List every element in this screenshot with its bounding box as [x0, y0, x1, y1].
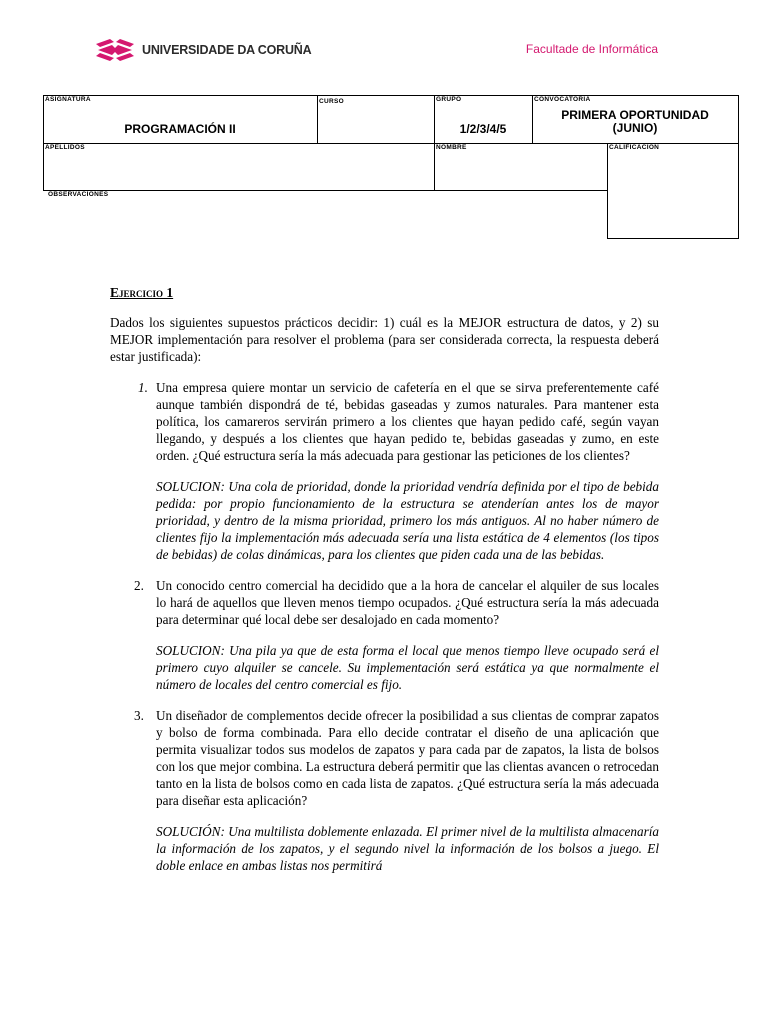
apellidos-label: APELLIDOS	[45, 144, 85, 151]
calificacion-label: CALIFICACIÓN	[609, 144, 660, 151]
observaciones-field[interactable]	[43, 190, 607, 238]
university-name: UNIVERSIDADE DA CORUÑA	[142, 43, 312, 57]
item-number: 1.	[138, 380, 148, 395]
calificacion-field[interactable]	[607, 143, 738, 238]
nombre-label: NOMBRE	[436, 144, 467, 151]
observaciones-label: OBSERVACIONES	[48, 191, 109, 198]
grupo-label: GRUPO	[436, 96, 462, 103]
nombre-field[interactable]	[434, 143, 607, 190]
exercise-content	[110, 284, 659, 888]
convocatoria-line-1: PRIMERA OPORTUNIDAD	[561, 108, 709, 122]
page-header	[94, 38, 658, 64]
exam-header-form	[43, 95, 739, 239]
asignatura-label: ASIGNATURA	[45, 96, 91, 103]
item-solution: SOLUCION: Una cola de prioridad, donde la prioridad vendría definida por el tipo de bebida pedida: por propio funcionamiento de la estructura se atenderían antes los de mayor prioridad, y dentro de la misma prioridad, primero los más antiguos. Al no haber número de clientes fijo la implementación más adecuada sería una lista estática de 4 elementos (los tipos de bebidas) de colas dinámicas, para los clientes que piden cada una de las bebidas.	[156, 479, 659, 562]
curso-label: CURSO	[319, 98, 344, 105]
item-number: 3.	[134, 708, 144, 723]
exercise-item-1	[110, 379, 659, 563]
exercise-intro: Dados los siguientes supuestos prácticos decidir: 1) cuál es la MEJOR estructura de datos, y 2) su MEJOR implementación para resolver el problema (para ser considerada correcta, la respuesta deberá estar justificada):	[110, 315, 659, 364]
convocatoria-cell	[532, 95, 738, 143]
apellidos-field[interactable]	[43, 143, 434, 190]
exercise-title: Ejercicio 1	[110, 285, 174, 300]
convocatoria-line-2: (JUNIO)	[612, 121, 658, 135]
faculty-name: Facultade de Informática	[525, 42, 658, 56]
university-logo	[94, 38, 311, 62]
item-question: Una empresa quiere montar un servicio de cafetería en el que se sirva preferentemente café aunque también dispondrá de té, bebidas gaseadas y zumos naturales. Para mantener esta política, los camareros servirán primero a los clientes que hayan pedido café, según vayan llegando, y después a los clientes que hayan pedido te, bebidas gaseadas y zumo, en este orden. ¿Qué estructura sería la más adecuada para gestionar las peticiones de los clientes?	[156, 380, 659, 463]
item-number: 2.	[134, 578, 144, 593]
convocatoria-value	[532, 109, 738, 135]
item-solution: SOLUCION: Una pila ya que de esta forma el local que menos tiempo lleve ocupado será el primero cuyo alquiler se cancele. Su implementación será estática ya que normalmente el número de locales del centro comercial es fijo.	[156, 643, 659, 692]
grupo-value: 1/2/3/4/5	[459, 122, 507, 136]
grupo-cell	[434, 95, 532, 143]
item-question: Un conocido centro comercial ha decidido que a la hora de cancelar el alquiler de sus locales lo hará de aquellos que lleven menos tiempo ocupados. ¿Qué estructura sería la más adecuada para determinar qué local debe ser desalojado en cada momento?	[156, 578, 659, 627]
asignatura-cell	[43, 95, 317, 143]
curso-field[interactable]	[317, 95, 434, 143]
university-emblem-icon	[94, 38, 136, 62]
asignatura-value: PROGRAMACIÓN II	[124, 122, 236, 136]
exercise-item-3	[110, 707, 659, 874]
item-solution: SOLUCIÓN: Una multilista doblemente enlazada. El primer nivel de la multilista almacenaría la información de los zapatos, y el segundo nivel la información de los bolsos a juego. El doble enlace en ambas listas nos permitirá	[156, 824, 659, 873]
item-question: Un diseñador de complementos decide ofrecer la posibilidad a sus clientas de comprar zapatos y bolso de forma combinada. Para ello decide contratar el diseño de una aplicación que permita visualizar todos sus modelos de zapatos y para cada par de zapatos, la lista de bolsos con los que mejor combina. La estructura deberá permitir que las clientas avancen o retrocedan tanto en la lista de bolsos como en cada lista de zapatos. ¿Qué estructura sería la más adecuada para diseñar esta aplicación?	[156, 708, 659, 808]
exercise-item-2	[110, 577, 659, 693]
convocatoria-label: CONVOCATORIA	[534, 96, 591, 103]
